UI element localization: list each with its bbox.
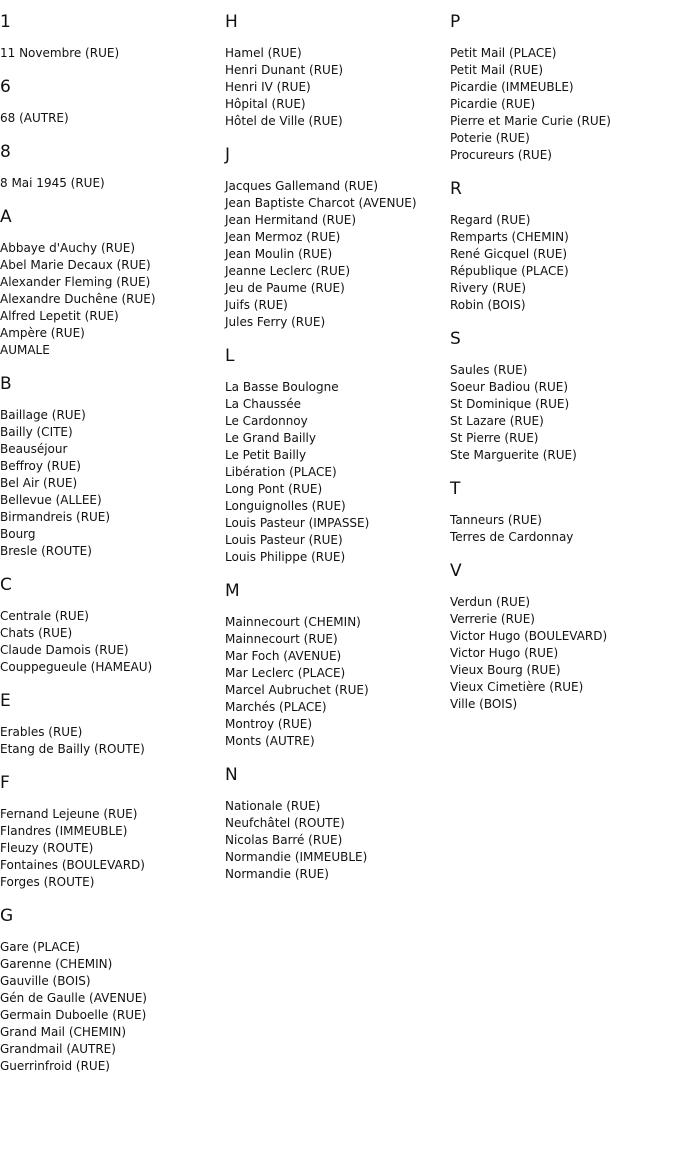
street-list bbox=[450, 594, 675, 713]
street-link[interactable]: Petit Mail (RUE) bbox=[450, 63, 544, 77]
street-link[interactable]: Nicolas Barré (RUE) bbox=[225, 833, 343, 847]
street-list bbox=[0, 939, 220, 1075]
street-link[interactable]: AUMALE bbox=[0, 343, 50, 357]
street-link[interactable]: Tanneurs (RUE) bbox=[450, 513, 542, 527]
street-link[interactable]: Saules (RUE) bbox=[450, 363, 528, 377]
letter-section bbox=[0, 773, 220, 891]
street-link[interactable]: Normandie (RUE) bbox=[225, 867, 329, 881]
letter-section bbox=[225, 346, 445, 566]
letter-section bbox=[0, 12, 220, 62]
street-link[interactable]: Mar Foch (AVENUE) bbox=[225, 649, 342, 663]
letter-section bbox=[450, 479, 675, 546]
street-list bbox=[225, 379, 445, 566]
street-link[interactable]: Robin (BOIS) bbox=[450, 298, 526, 312]
letter-section bbox=[225, 145, 445, 331]
street-link[interactable]: Victor Hugo (BOULEVARD) bbox=[450, 629, 608, 643]
street-list bbox=[0, 724, 220, 758]
street-link[interactable]: Victor Hugo (RUE) bbox=[450, 646, 559, 660]
street-link[interactable]: Guerrinfroid (RUE) bbox=[0, 1059, 110, 1073]
street-link[interactable]: Henri IV (RUE) bbox=[225, 80, 311, 94]
street-link[interactable]: Jean Moulin (RUE) bbox=[225, 247, 333, 261]
street-link[interactable]: Ampère (RUE) bbox=[0, 326, 85, 340]
street-link[interactable]: René Gicquel (RUE) bbox=[450, 247, 568, 261]
street-link[interactable]: Garenne (CHEMIN) bbox=[0, 957, 113, 971]
street-link[interactable]: Baillage (RUE) bbox=[0, 408, 86, 422]
street-link[interactable]: Birmandreis (RUE) bbox=[0, 510, 111, 524]
street-link[interactable]: La Chaussée bbox=[225, 397, 302, 411]
letter-section bbox=[450, 561, 675, 713]
street-link[interactable]: Jean Hermitand (RUE) bbox=[225, 213, 357, 227]
section-letter-heading: B bbox=[0, 374, 12, 394]
street-list bbox=[0, 110, 220, 127]
street-link[interactable]: Alexandre Duchêne (RUE) bbox=[0, 292, 156, 306]
street-link[interactable]: Abbaye d'Auchy (RUE) bbox=[0, 241, 136, 255]
section-letter-heading: T bbox=[450, 479, 461, 499]
street-link[interactable]: 68 (AUTRE) bbox=[0, 111, 69, 125]
section-letter-heading: H bbox=[225, 12, 238, 32]
street-link[interactable]: Jean Baptiste Charcot (AVENUE) bbox=[225, 196, 417, 210]
street-list bbox=[0, 806, 220, 891]
street-link[interactable]: Grand Mail (CHEMIN) bbox=[0, 1025, 127, 1039]
street-link[interactable]: Ville (BOIS) bbox=[450, 697, 518, 711]
street-link[interactable]: Verdun (RUE) bbox=[450, 595, 531, 609]
street-link[interactable]: Gén de Gaulle (AVENUE) bbox=[0, 991, 147, 1005]
street-link[interactable]: Fontaines (BOULEVARD) bbox=[0, 858, 145, 872]
street-link[interactable]: Monts (AUTRE) bbox=[225, 734, 315, 748]
street-link[interactable]: Fleuzy (ROUTE) bbox=[0, 841, 94, 855]
street-list bbox=[225, 178, 445, 331]
street-link[interactable]: Remparts (CHEMIN) bbox=[450, 230, 569, 244]
street-link[interactable]: Bresle (ROUTE) bbox=[0, 544, 92, 558]
street-link[interactable]: Vieux Bourg (RUE) bbox=[450, 663, 561, 677]
letter-section bbox=[450, 329, 675, 464]
street-link[interactable]: Alfred Lepetit (RUE) bbox=[0, 309, 119, 323]
street-link[interactable]: La Basse Boulogne bbox=[225, 380, 339, 394]
street-link[interactable]: République (PLACE) bbox=[450, 264, 569, 278]
street-link[interactable]: Long Pont (RUE) bbox=[225, 482, 323, 496]
street-link[interactable]: Nationale (RUE) bbox=[225, 799, 321, 813]
street-list bbox=[0, 240, 220, 359]
street-list bbox=[225, 45, 445, 130]
street-link[interactable]: Louis Pasteur (IMPASSE) bbox=[225, 516, 370, 530]
street-link[interactable]: Le Petit Bailly bbox=[225, 448, 307, 462]
street-index-column-3 bbox=[450, 12, 675, 728]
street-list bbox=[450, 362, 675, 464]
letter-section bbox=[0, 207, 220, 359]
street-link[interactable]: Rivery (RUE) bbox=[450, 281, 527, 295]
street-list bbox=[0, 608, 220, 676]
section-letter-heading: 1 bbox=[0, 12, 11, 32]
street-link[interactable]: Procureurs (RUE) bbox=[450, 148, 552, 162]
street-list bbox=[225, 798, 445, 883]
street-link[interactable]: Beffroy (RUE) bbox=[0, 459, 81, 473]
section-letter-heading: 6 bbox=[0, 77, 11, 97]
section-letter-heading: N bbox=[225, 765, 238, 785]
section-letter-heading: F bbox=[0, 773, 10, 793]
street-list bbox=[450, 212, 675, 314]
street-link[interactable]: Pierre et Marie Curie (RUE) bbox=[450, 114, 611, 128]
street-list bbox=[225, 614, 445, 750]
street-link[interactable]: Louis Pasteur (RUE) bbox=[225, 533, 343, 547]
street-link[interactable]: Couppegueule (HAMEAU) bbox=[0, 660, 153, 674]
street-link[interactable]: Longuignolles (RUE) bbox=[225, 499, 346, 513]
street-link[interactable]: Jean Mermoz (RUE) bbox=[225, 230, 341, 244]
letter-section bbox=[0, 142, 220, 192]
section-letter-heading: R bbox=[450, 179, 462, 199]
section-letter-heading: S bbox=[450, 329, 461, 349]
section-letter-heading: 8 bbox=[0, 142, 11, 162]
street-link[interactable]: Soeur Badiou (RUE) bbox=[450, 380, 569, 394]
street-index-column-2 bbox=[225, 12, 445, 898]
street-link[interactable]: Claude Damois (RUE) bbox=[0, 643, 129, 657]
section-letter-heading: M bbox=[225, 581, 240, 601]
street-link[interactable]: Mainnecourt (CHEMIN) bbox=[225, 615, 361, 629]
street-list bbox=[0, 175, 220, 192]
section-letter-heading: C bbox=[0, 575, 12, 595]
street-link[interactable]: Normandie (IMMEUBLE) bbox=[225, 850, 368, 864]
street-link[interactable]: Hamel (RUE) bbox=[225, 46, 302, 60]
street-link[interactable]: Montroy (RUE) bbox=[225, 717, 312, 731]
street-link[interactable]: Mainnecourt (RUE) bbox=[225, 632, 338, 646]
street-link[interactable]: 11 Novembre (RUE) bbox=[0, 46, 120, 60]
letter-section bbox=[450, 179, 675, 314]
letter-section bbox=[225, 12, 445, 130]
street-link[interactable]: Jules Ferry (RUE) bbox=[225, 315, 326, 329]
section-letter-heading: G bbox=[0, 906, 14, 926]
street-link[interactable]: Le Grand Bailly bbox=[225, 431, 316, 445]
street-link[interactable]: St Pierre (RUE) bbox=[450, 431, 539, 445]
street-link[interactable]: Jeanne Leclerc (RUE) bbox=[225, 264, 351, 278]
street-link[interactable]: Juifs (RUE) bbox=[225, 298, 288, 312]
street-link[interactable]: Regard (RUE) bbox=[450, 213, 531, 227]
section-letter-heading: A bbox=[0, 207, 12, 227]
street-link[interactable]: St Lazare (RUE) bbox=[450, 414, 544, 428]
street-link[interactable]: Bailly (CITE) bbox=[0, 425, 73, 439]
section-letter-heading: L bbox=[225, 346, 235, 366]
street-list bbox=[450, 45, 675, 164]
street-link[interactable]: Verrerie (RUE) bbox=[450, 612, 535, 626]
letter-section bbox=[225, 765, 445, 883]
street-list bbox=[450, 512, 675, 546]
street-link[interactable]: Neufchâtel (ROUTE) bbox=[225, 816, 345, 830]
street-link[interactable]: Gauville (BOIS) bbox=[0, 974, 91, 988]
street-list bbox=[0, 407, 220, 560]
street-link[interactable]: Terres de Cardonnay bbox=[450, 530, 574, 544]
street-link[interactable]: Jacques Gallemand (RUE) bbox=[225, 179, 379, 193]
street-link[interactable]: Fernand Lejeune (RUE) bbox=[0, 807, 138, 821]
street-link[interactable]: Jeu de Paume (RUE) bbox=[225, 281, 345, 295]
street-link[interactable]: Poterie (RUE) bbox=[450, 131, 530, 145]
letter-section bbox=[225, 581, 445, 750]
street-link[interactable]: Le Cardonnoy bbox=[225, 414, 308, 428]
street-link[interactable]: Louis Philippe (RUE) bbox=[225, 550, 346, 564]
street-link[interactable]: 8 Mai 1945 (RUE) bbox=[0, 176, 105, 190]
street-link[interactable]: Chats (RUE) bbox=[0, 626, 73, 640]
letter-section bbox=[450, 12, 675, 164]
street-link[interactable]: Petit Mail (PLACE) bbox=[450, 46, 557, 60]
street-link[interactable]: Marcel Aubruchet (RUE) bbox=[225, 683, 369, 697]
letter-section bbox=[0, 77, 220, 127]
street-index-column-1 bbox=[0, 12, 220, 1090]
section-letter-heading: E bbox=[0, 691, 11, 711]
section-letter-heading: J bbox=[225, 145, 231, 165]
letter-section bbox=[0, 374, 220, 560]
street-list bbox=[0, 45, 220, 62]
street-link[interactable]: Bel Air (RUE) bbox=[0, 476, 78, 490]
street-link[interactable]: Grandmail (AUTRE) bbox=[0, 1042, 116, 1056]
street-link[interactable]: Bellevue (ALLEE) bbox=[0, 493, 102, 507]
section-letter-heading: V bbox=[450, 561, 462, 581]
street-link[interactable]: Picardie (IMMEUBLE) bbox=[450, 80, 574, 94]
street-link[interactable]: Mar Leclerc (PLACE) bbox=[225, 666, 346, 680]
letter-section bbox=[0, 691, 220, 758]
street-link[interactable]: Germain Duboelle (RUE) bbox=[0, 1008, 147, 1022]
letter-section bbox=[0, 575, 220, 676]
street-link[interactable]: Centrale (RUE) bbox=[0, 609, 89, 623]
street-link[interactable]: Libération (PLACE) bbox=[225, 465, 337, 479]
letter-section bbox=[0, 906, 220, 1075]
street-link[interactable]: Hôpital (RUE) bbox=[225, 97, 306, 111]
street-link[interactable]: Erables (RUE) bbox=[0, 725, 83, 739]
street-link[interactable]: Bourg bbox=[0, 527, 36, 541]
street-link[interactable]: Etang de Bailly (ROUTE) bbox=[0, 742, 145, 756]
street-link[interactable]: Gare (PLACE) bbox=[0, 940, 81, 954]
street-link[interactable]: Forges (ROUTE) bbox=[0, 875, 95, 889]
street-link[interactable]: Picardie (RUE) bbox=[450, 97, 536, 111]
street-link[interactable]: Vieux Cimetière (RUE) bbox=[450, 680, 584, 694]
street-link[interactable]: Ste Marguerite (RUE) bbox=[450, 448, 577, 462]
section-letter-heading: P bbox=[450, 12, 461, 32]
street-link[interactable]: Abel Marie Decaux (RUE) bbox=[0, 258, 151, 272]
street-link[interactable]: St Dominique (RUE) bbox=[450, 397, 570, 411]
street-link[interactable]: Alexander Fleming (RUE) bbox=[0, 275, 151, 289]
street-link[interactable]: Flandres (IMMEUBLE) bbox=[0, 824, 128, 838]
street-link[interactable]: Beauséjour bbox=[0, 442, 68, 456]
street-link[interactable]: Henri Dunant (RUE) bbox=[225, 63, 344, 77]
street-link[interactable]: Hôtel de Ville (RUE) bbox=[225, 114, 343, 128]
street-link[interactable]: Marchés (PLACE) bbox=[225, 700, 327, 714]
